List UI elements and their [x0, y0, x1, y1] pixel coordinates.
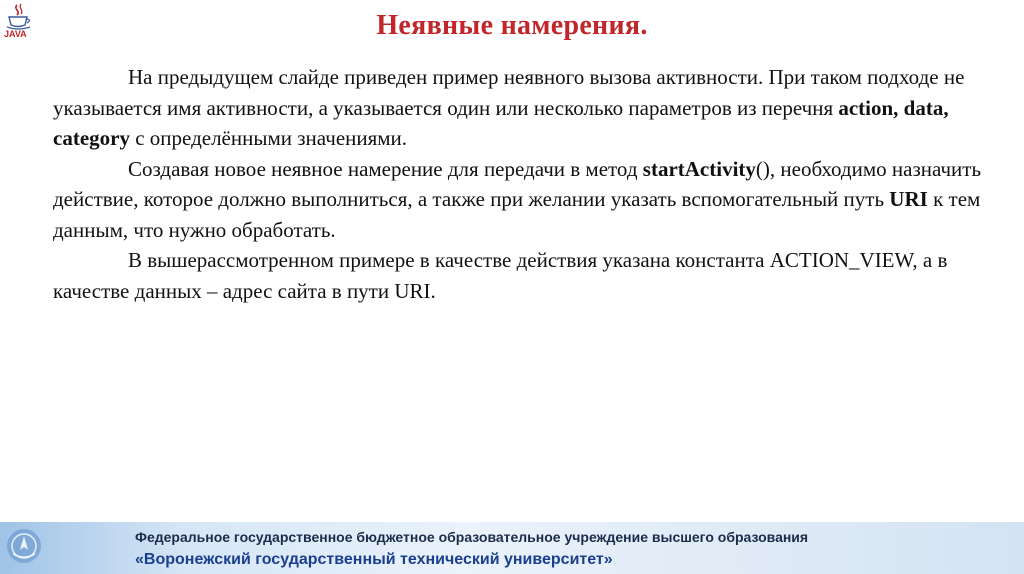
- bold-term: URI: [889, 187, 928, 211]
- text-run: (), необходимо назначить действие, которое должно выполниться, а также при желании указать вспомогательный путь: [53, 156, 982, 211]
- bold-term: startActivity: [642, 156, 756, 181]
- slide-title: Неявные намерения.: [376, 10, 648, 41]
- text-run: В вышерассмотренном примере в качестве действия указана константа ACTION_VIEW, а в качестве данных – адрес сайта в пути URI.: [53, 248, 948, 303]
- footer-university-name: «Воронежский государственный технический университет»: [135, 551, 613, 568]
- text-run: На предыдущем слайде приведен пример неявного вызова активности. При таком подходе не указывается имя активности, а указывается один или несколько параметров из перечня: [53, 65, 965, 120]
- svg-text:JAVA: JAVA: [4, 29, 27, 38]
- body-paragraph: [53, 62, 983, 154]
- bold-term: action, data, category: [53, 95, 949, 150]
- slide-body: [53, 62, 983, 306]
- university-emblem-icon: [4, 524, 44, 572]
- body-paragraph: [53, 154, 983, 246]
- text-run: с определёнными значениями.: [129, 126, 408, 150]
- text-run: Создавая новое неявное намерение для передачи в метод: [128, 156, 643, 181]
- body-paragraph: [53, 245, 983, 306]
- footer-institution-type: Федеральное государственное бюджетное образовательное учреждение высшего образования: [135, 529, 809, 545]
- footer-bar: [0, 522, 1024, 574]
- text-run: к тем данным, что нужно обработать.: [53, 187, 981, 242]
